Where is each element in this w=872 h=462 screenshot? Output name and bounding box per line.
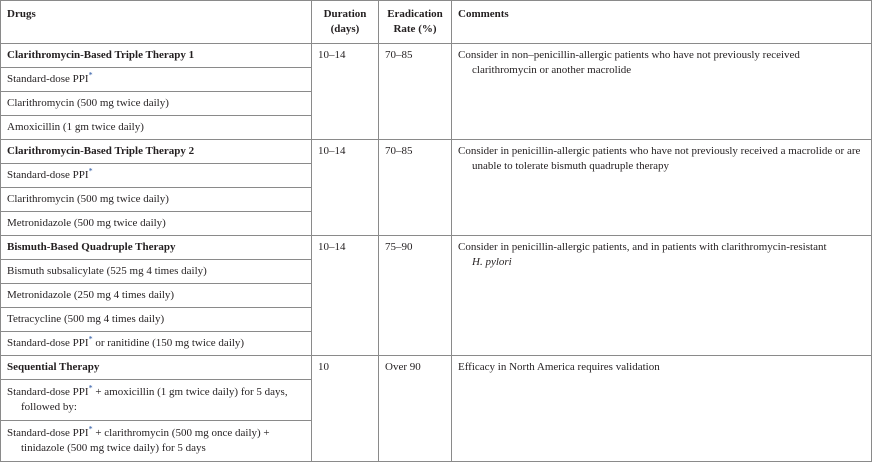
footnote-marker[interactable]: * xyxy=(88,383,93,393)
footnote-marker[interactable]: * xyxy=(88,70,93,80)
duration-cell: 10–14 xyxy=(312,44,379,140)
regimen-title: Sequential Therapy xyxy=(1,356,312,380)
table-row xyxy=(1,236,872,260)
eradication-rate-cell: 70–85 xyxy=(379,140,452,236)
header-row xyxy=(1,1,872,44)
comment-cell: Consider in penicillin-allergic patients, and in patients with clarithromycin-resistant H. pylori xyxy=(452,236,872,356)
drug-cell: Amoxicillin (1 gm twice daily) xyxy=(1,116,312,140)
drug-cell: Standard-dose PPI* or ranitidine (150 mg twice daily) xyxy=(1,332,312,356)
eradication-rate-cell: 75–90 xyxy=(379,236,452,356)
duration-cell: 10 xyxy=(312,356,379,462)
drug-cell: Tetracycline (500 mg 4 times daily) xyxy=(1,308,312,332)
comment-cell: Efficacy in North America requires validation xyxy=(452,356,872,462)
header-drugs: Drugs xyxy=(1,1,312,44)
drug-cell: Metronidazole (500 mg twice daily) xyxy=(1,212,312,236)
drug-cell: Standard-dose PPI* xyxy=(1,68,312,92)
header-comments: Comments xyxy=(452,1,872,44)
table-row xyxy=(1,44,872,68)
drug-cell: Bismuth subsalicylate (525 mg 4 times daily) xyxy=(1,260,312,284)
header-duration: Duration (days) xyxy=(312,1,379,44)
comment-cell: Consider in non–penicillin-allergic patients who have not previously received clarithromycin or another macrolide xyxy=(452,44,872,140)
regimen-title: Clarithromycin-Based Triple Therapy 1 xyxy=(1,44,312,68)
drug-cell: Standard-dose PPI* + amoxicillin (1 gm twice daily) for 5 days, followed by: xyxy=(1,380,312,421)
eradication-rate-cell: 70–85 xyxy=(379,44,452,140)
drug-cell: Clarithromycin (500 mg twice daily) xyxy=(1,92,312,116)
footnote-marker[interactable]: * xyxy=(88,334,93,344)
regimen-title: Clarithromycin-Based Triple Therapy 2 xyxy=(1,140,312,164)
footnote-marker[interactable]: * xyxy=(88,424,93,434)
table-row xyxy=(1,140,872,164)
drug-cell: Clarithromycin (500 mg twice daily) xyxy=(1,188,312,212)
footnote-marker[interactable]: * xyxy=(88,166,93,176)
drug-cell: Metronidazole (250 mg 4 times daily) xyxy=(1,284,312,308)
eradication-rate-cell: Over 90 xyxy=(379,356,452,462)
drug-cell: Standard-dose PPI* + clarithromycin (500 mg once daily) + tinidazole (500 mg twice daily) for 5 days xyxy=(1,421,312,462)
duration-cell: 10–14 xyxy=(312,236,379,356)
duration-cell: 10–14 xyxy=(312,140,379,236)
regimen-title: Bismuth-Based Quadruple Therapy xyxy=(1,236,312,260)
header-eradication-rate: Eradication Rate (%) xyxy=(379,1,452,44)
table-row xyxy=(1,356,872,380)
drug-cell: Standard-dose PPI* xyxy=(1,164,312,188)
comment-cell: Consider in penicillin-allergic patients who have not previously received a macrolide or are unable to tolerate bismuth quadruple therapy xyxy=(452,140,872,236)
